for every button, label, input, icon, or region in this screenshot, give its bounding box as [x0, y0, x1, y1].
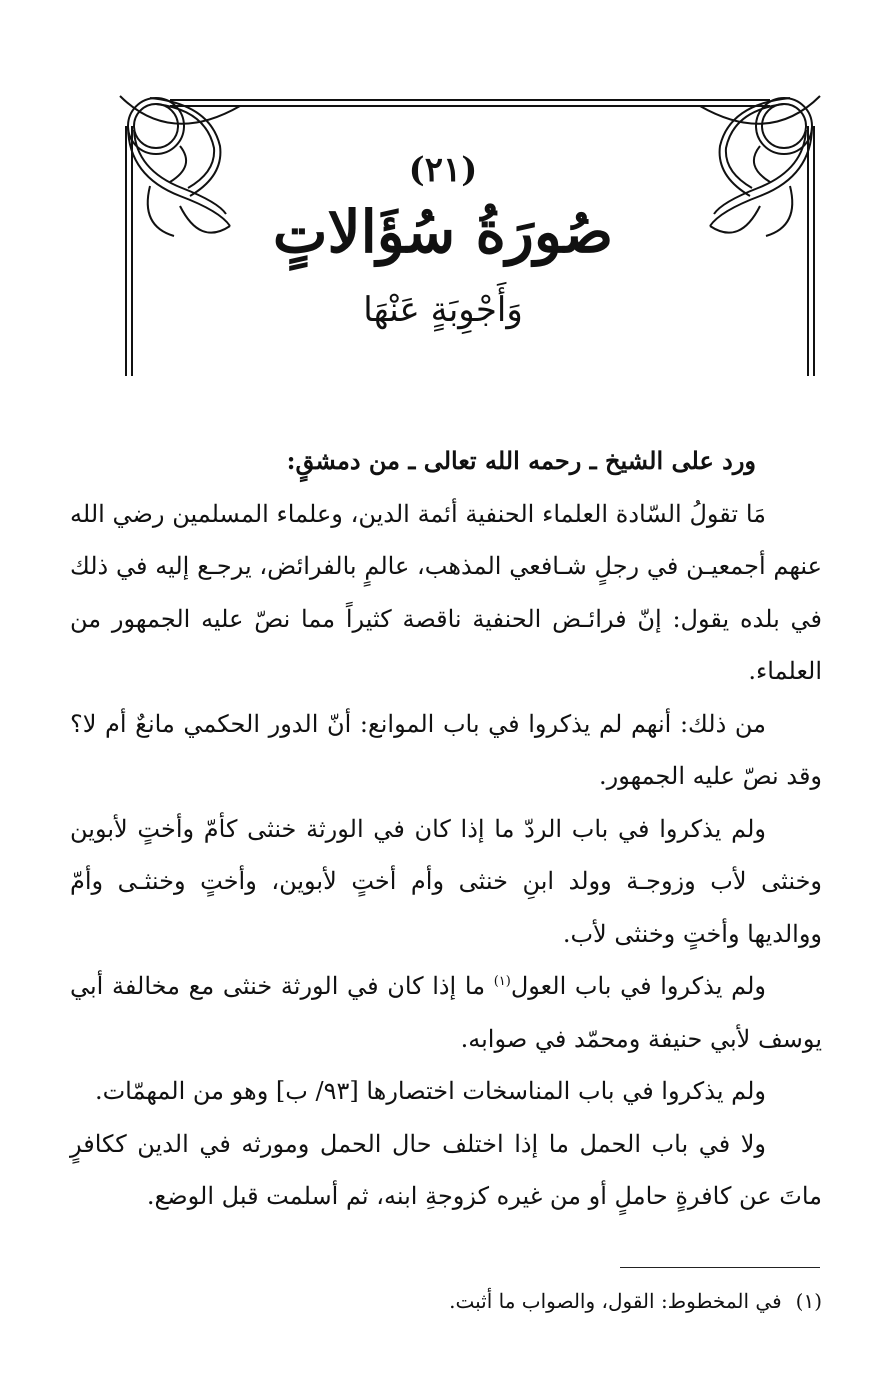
footnote-number: (١): [795, 1289, 822, 1313]
footnote-reference: (١): [493, 974, 511, 989]
paragraph-1: مَا تقولُ السّادة العلماء الحنفية أئمة الدين، وعلماء المسلمين رضي الله عنهم أجمعيـن في رجلٍ شـافعي المذهب، عالمٍ بالفرائض، يرجـع إليه في ذلك في بلده يقول: إنّ فرائـض الحنفية ناقصة كثيراً مما نصّ عليه الجمهور من العلماء.: [70, 499, 822, 685]
chapter-subtitle: وَأَجْوِبَةٍ عَنْهَا: [363, 290, 523, 330]
paragraph-4: [70, 960, 822, 1065]
chapter-number: (٢١): [408, 150, 478, 190]
footnote: [70, 1286, 822, 1316]
section-heading: ورد على الشيخ ـ رحمه الله تعالى ـ من دمشقٍ:: [286, 446, 756, 475]
chapter-title: صُورَةُ سُؤَالاتٍ: [272, 198, 614, 266]
paragraph-4-text-a: ولم يذكروا في باب العول: [510, 972, 766, 1000]
paragraph-2: من ذلك: أنهم لم يذكروا في باب الموانع: أنّ الدور الحكمي مانعٌ أم لا؟ وقد نصّ عليه الجمهور.: [70, 709, 822, 790]
paragraph-6: ولا في باب الحمل ما إذا اختلف حال الحمل ومورثه في الدين ككافرٍ ماتَ عن كافرةٍ حاملٍ أو من غيره كزوجةِ ابنه، ثم أسلمت قبل الوضع.: [70, 1129, 822, 1210]
paragraph-5: ولم يذكروا في باب المناسخات اختصارها [٩٣/ ب] وهو من المهمّات.: [94, 1077, 766, 1105]
footnote-divider: [620, 1267, 820, 1268]
footnote-text: في المخطوط: القول، والصواب ما أثبت.: [449, 1289, 782, 1313]
body-text: [70, 435, 822, 1223]
paragraph-4-text-b: ما إذا كان في الورثة خنثى مع مخالفة أبي يوسف لأبي حنيفة ومحمّد في صوابه.: [70, 972, 822, 1053]
paragraph-3: ولم يذكروا في باب الردّ ما إذا كان في الورثة خنثى كأمّ وأختٍ لأبوين وخنثى لأب وزوجـة وولد ابنِ خنثى وأم أختٍ لأبوين، وأختٍ وخنثـى وأمّ ووالديها وأختٍ وخنثى لأب.: [70, 814, 822, 948]
